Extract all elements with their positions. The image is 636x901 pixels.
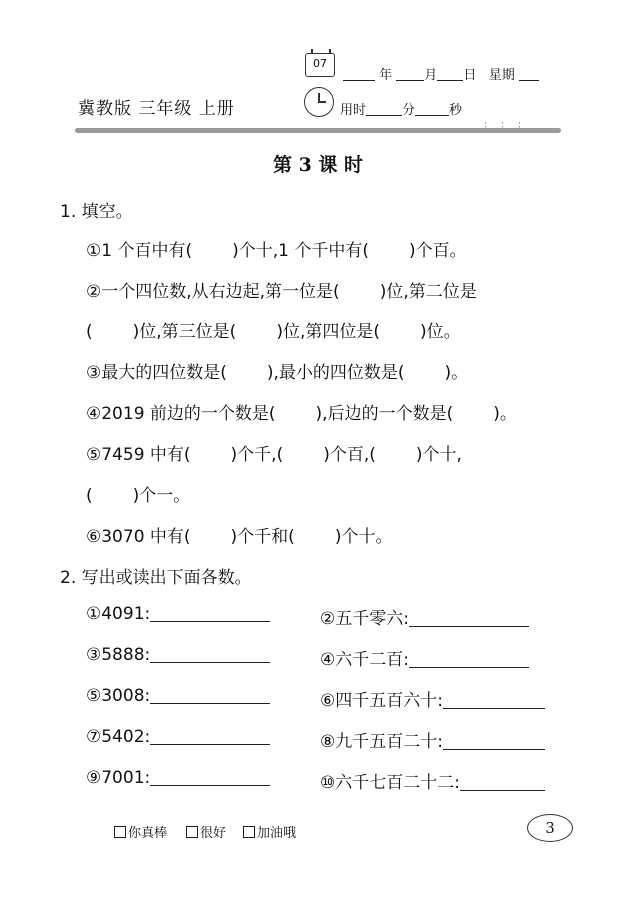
q2-item-10: ⑩六千七百二十二:: [320, 768, 545, 793]
time-line: 用时 分 秒: [340, 103, 463, 118]
clock-icon: [304, 87, 334, 117]
q1-item-4: ④2019 前边的一个数是( ),后边的一个数是( )。: [86, 404, 517, 424]
q1-item-1: ①1 个百中有( )个十,1 个千中有( )个百。: [86, 241, 467, 261]
answer-line[interactable]: [150, 646, 270, 663]
decorative-dots: ⋮⋮⋮: [480, 120, 531, 133]
q1-title: 1. 填空。: [60, 202, 133, 222]
q1-item-6: ⑥3070 中有( )个千和( )个十。: [86, 527, 393, 547]
q2-item-7: ⑦5402:: [86, 727, 270, 747]
answer-line[interactable]: [150, 728, 270, 745]
q1-item-2: ②一个四位数,从右边起,第一位是( )位,第二位是: [86, 282, 477, 302]
page-number: 3: [527, 814, 573, 842]
answer-line[interactable]: [460, 774, 545, 791]
q1-item-5: ⑤7459 中有( )个千,( )个百,( )个十,: [86, 445, 462, 465]
q2-item-3: ③5888:: [86, 645, 270, 665]
checkbox-icon[interactable]: [243, 826, 255, 838]
q1-item-5-cont: ( )个一。: [86, 486, 191, 506]
q2-item-5: ⑤3008:: [86, 686, 270, 706]
rating-keep-going[interactable]: 加油哦: [243, 822, 296, 841]
q2-item-1: ①4091:: [86, 604, 270, 624]
q1-item-2-cont: ( )位,第三位是( )位,第四位是( )位。: [86, 322, 461, 342]
q2-item-6: ⑥四千五百六十:: [320, 686, 545, 711]
calendar-icon: 07: [305, 53, 335, 77]
q2-item-4: ④六千二百:: [320, 645, 529, 670]
checkbox-icon[interactable]: [114, 826, 126, 838]
lesson-title: 第 3 课 时: [272, 154, 364, 176]
answer-line[interactable]: [409, 610, 529, 627]
publisher-label: 冀教版 三年级 上册: [78, 99, 235, 119]
answer-line[interactable]: [150, 769, 270, 786]
answer-line[interactable]: [443, 692, 545, 709]
date-line: 年 月 日 星期: [343, 64, 539, 83]
q1-item-3: ③最大的四位数是( ),最小的四位数是( )。: [86, 363, 469, 383]
answer-line[interactable]: [443, 733, 545, 750]
q2-item-2: ②五千零六:: [320, 604, 529, 629]
answer-line[interactable]: [409, 651, 529, 668]
checkbox-icon[interactable]: [186, 826, 198, 838]
rating-good[interactable]: 很好: [186, 822, 226, 841]
answer-line[interactable]: [150, 605, 270, 622]
rating-great[interactable]: 你真棒: [114, 822, 167, 841]
q2-item-9: ⑨7001:: [86, 768, 270, 788]
q2-title: 2. 写出或读出下面各数。: [60, 568, 252, 588]
q2-item-8: ⑧九千五百二十:: [320, 727, 545, 752]
answer-line[interactable]: [150, 687, 270, 704]
